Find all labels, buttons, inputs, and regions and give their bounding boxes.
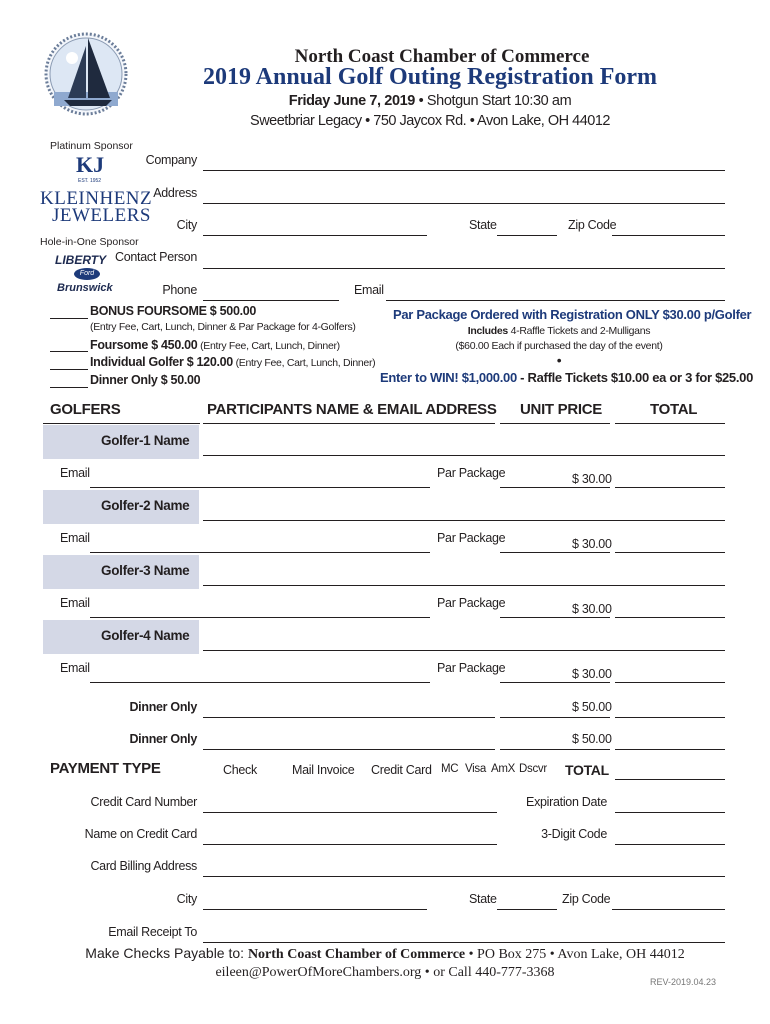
bonus-foursome-label: BONUS FOURSOME $ 500.00 bbox=[90, 304, 257, 318]
ford-oval-icon bbox=[74, 268, 100, 280]
billing-address-field[interactable] bbox=[203, 876, 725, 877]
payment-mc[interactable]: MC bbox=[441, 763, 459, 775]
dinner-only-2-label: Dinner Only bbox=[129, 732, 197, 746]
dinner-only-2-price-rule bbox=[500, 749, 610, 750]
col-golfers: GOLFERS bbox=[50, 401, 121, 418]
zip-field[interactable] bbox=[612, 235, 725, 236]
golfer-2-total-field[interactable] bbox=[615, 552, 725, 553]
name-on-card-label: Name on Credit Card bbox=[84, 827, 197, 841]
brunswick-logo: Brunswick bbox=[57, 282, 113, 294]
billing-address-label: Card Billing Address bbox=[90, 859, 197, 873]
golfer-2-price: $ 30.00 bbox=[572, 537, 612, 551]
billing-state-label: State bbox=[469, 892, 497, 906]
individual-note: (Entry Fee, Cart, Lunch, Dinner) bbox=[232, 357, 376, 369]
payment-visa[interactable]: Visa bbox=[465, 763, 486, 775]
city-label: City bbox=[176, 218, 197, 232]
golfer-1-email-label: Email bbox=[60, 466, 90, 480]
expiration-label: Expiration Date bbox=[526, 795, 607, 809]
golfer-4-price: $ 30.00 bbox=[572, 667, 612, 681]
individual-row bbox=[90, 355, 375, 369]
revision-code: REV-2019.04.23 bbox=[650, 977, 717, 987]
win-text: Enter to WIN! $1,000.00 bbox=[380, 370, 517, 385]
golfer-2-email-field[interactable] bbox=[90, 552, 430, 553]
golfer-3-name-label: Golfer-3 Name bbox=[101, 563, 190, 578]
golfer-2-par-label: Par Package bbox=[437, 531, 506, 545]
kj-est: EST. 1952 bbox=[78, 178, 102, 184]
raffle-line bbox=[380, 370, 754, 385]
dinner-only-1-price: $ 50.00 bbox=[572, 700, 612, 714]
payment-check[interactable]: Check bbox=[223, 763, 257, 777]
col-total: TOTAL bbox=[650, 401, 698, 418]
golfer-3-name-field[interactable] bbox=[203, 585, 725, 586]
dinner-only-1-total-field[interactable] bbox=[615, 717, 725, 718]
golfer-3-price: $ 30.00 bbox=[572, 602, 612, 616]
golfer-2-name-field[interactable] bbox=[203, 520, 725, 521]
includes-rest: 4-Raffle Tickets and 2-Mulligans bbox=[507, 325, 651, 337]
golfer-1-par-label: Par Package bbox=[437, 466, 506, 480]
chamber-logo bbox=[44, 12, 128, 138]
cc-number-field[interactable] bbox=[203, 812, 497, 813]
code-field[interactable] bbox=[615, 844, 725, 845]
bonus-foursome-note: (Entry Fee, Cart, Lunch, Dinner & Par Package for 4-Golfers) bbox=[90, 321, 356, 333]
code-label: 3-Digit Code bbox=[541, 827, 607, 841]
dinner-only-checkbox[interactable] bbox=[50, 387, 88, 388]
cc-number-label: Credit Card Number bbox=[90, 795, 197, 809]
kleinhenz-logo-line2: JEWELERS bbox=[52, 205, 151, 226]
expiration-field[interactable] bbox=[615, 812, 725, 813]
kleinhenz-logo-line1: KLEINHENZ bbox=[40, 188, 153, 209]
event-date bbox=[200, 93, 660, 109]
dinner-only-2-price: $ 50.00 bbox=[572, 732, 612, 746]
golfer-4-name-label: Golfer-4 Name bbox=[101, 628, 190, 643]
email-receipt-field[interactable] bbox=[203, 942, 725, 943]
state-field[interactable] bbox=[497, 235, 557, 236]
city-field[interactable] bbox=[203, 235, 427, 236]
ford-logo-text: Ford bbox=[79, 270, 95, 277]
golfer-4-par-label: Par Package bbox=[437, 661, 506, 675]
par-package-includes bbox=[393, 325, 725, 337]
bullet-icon: • bbox=[556, 352, 562, 368]
golfer-3-email-field[interactable] bbox=[90, 617, 430, 618]
dinner-only-1-label: Dinner Only bbox=[129, 700, 197, 714]
contact-person-label: Contact Person bbox=[115, 250, 197, 264]
golfer-1-email-field[interactable] bbox=[90, 487, 430, 488]
company-label: Company bbox=[145, 153, 197, 167]
col-total-rule bbox=[615, 423, 725, 424]
email-field[interactable] bbox=[386, 300, 725, 301]
dinner-only-2-field[interactable] bbox=[203, 749, 495, 750]
email-receipt-label: Email Receipt To bbox=[108, 925, 197, 939]
golfer-3-par-label: Par Package bbox=[437, 596, 506, 610]
billing-state-field[interactable] bbox=[497, 909, 557, 910]
company-field[interactable] bbox=[203, 170, 725, 171]
address-field[interactable] bbox=[203, 203, 725, 204]
par-package-note: ($60.00 Each if purchased the day of the event) bbox=[455, 340, 663, 352]
event-location: Sweetbriar Legacy • 750 Jaycox Rd. • Avon Lake, OH 44012 bbox=[250, 113, 610, 129]
golfer-2-email-label: Email bbox=[60, 531, 90, 545]
golfer-4-par-field[interactable] bbox=[500, 682, 610, 683]
address-label: Address bbox=[153, 186, 197, 200]
billing-city-field[interactable] bbox=[203, 909, 427, 910]
includes-bold: Includes bbox=[467, 325, 508, 337]
col-unit-rule bbox=[500, 423, 610, 424]
billing-city-label: City bbox=[176, 892, 197, 906]
payable-line bbox=[40, 945, 730, 963]
dinner-only-1-field[interactable] bbox=[203, 717, 495, 718]
golfer-3-par-field[interactable] bbox=[500, 617, 610, 618]
zip-label: Zip Code bbox=[568, 218, 617, 232]
col-golfers-rule bbox=[43, 423, 200, 424]
footer-contact: eileen@PowerOfMoreChambers.org • or Call 440-777-3368 bbox=[215, 965, 555, 980]
payable-org: North Coast Chamber of Commerce bbox=[247, 947, 466, 962]
par-package-title: Par Package Ordered with Registration ONLY $30.00 p/Golfer bbox=[393, 307, 752, 322]
org-name: North Coast Chamber of Commerce bbox=[294, 46, 590, 67]
golfer-4-email-label: Email bbox=[60, 661, 90, 675]
dinner-only-label: Dinner Only $ 50.00 bbox=[90, 373, 201, 387]
golfer-3-email-label: Email bbox=[60, 596, 90, 610]
hole-in-one-sponsor-label: Hole-in-One Sponsor bbox=[40, 236, 139, 248]
dinner-only-2-total-field[interactable] bbox=[615, 749, 725, 750]
foursome-label: Foursome $ 450.00 bbox=[90, 338, 198, 352]
phone-label: Phone bbox=[162, 283, 197, 297]
golfer-4-total-field[interactable] bbox=[615, 682, 725, 683]
form-title: 2019 Annual Golf Outing Registration Form bbox=[202, 64, 658, 90]
golfer-1-par-field[interactable] bbox=[500, 487, 610, 488]
golfer-1-total-field[interactable] bbox=[615, 487, 725, 488]
golfer-2-name-label: Golfer-2 Name bbox=[101, 498, 190, 513]
foursome-note: (Entry Fee, Cart, Lunch, Dinner) bbox=[197, 340, 340, 352]
payable-prefix: Make Checks Payable to: bbox=[85, 945, 248, 961]
event-date-bold: Friday June 7, 2019 bbox=[288, 93, 415, 109]
payment-credit-card[interactable]: Credit Card bbox=[371, 763, 432, 777]
golfer-3-total-field[interactable] bbox=[615, 617, 725, 618]
payment-mail-invoice[interactable]: Mail Invoice bbox=[292, 763, 355, 777]
phone-field[interactable] bbox=[203, 300, 339, 301]
contact-person-field[interactable] bbox=[203, 268, 725, 269]
col-unit-price: UNIT PRICE bbox=[520, 401, 603, 418]
raffle-text: - Raffle Tickets $10.00 ea or 3 for $25.00 bbox=[516, 370, 754, 385]
golfer-4-name-field[interactable] bbox=[203, 650, 725, 651]
golfer-1-price: $ 30.00 bbox=[572, 472, 612, 486]
platinum-sponsor-label: Platinum Sponsor bbox=[50, 140, 133, 152]
payment-amx[interactable]: AmX bbox=[491, 763, 516, 775]
golfer-4-email-field[interactable] bbox=[90, 682, 430, 683]
golfer-1-name-label: Golfer-1 Name bbox=[101, 433, 190, 448]
sailboat-seal-icon bbox=[44, 12, 128, 138]
foursome-row bbox=[90, 338, 340, 352]
individual-checkbox[interactable] bbox=[50, 369, 88, 370]
billing-zip-label: Zip Code bbox=[562, 892, 611, 906]
email-label: Email bbox=[354, 283, 384, 297]
name-on-card-field[interactable] bbox=[203, 844, 497, 845]
grand-total-label: TOTAL bbox=[565, 762, 609, 778]
kj-monogram: KJ bbox=[76, 152, 105, 177]
golfer-2-par-field[interactable] bbox=[500, 552, 610, 553]
payment-dscvr[interactable]: Dscvr bbox=[519, 763, 547, 775]
payable-address: • PO Box 275 • Avon Lake, OH 44012 bbox=[465, 947, 685, 962]
state-label: State bbox=[469, 218, 497, 232]
golfer-1-name-field[interactable] bbox=[203, 455, 725, 456]
col-participants-rule bbox=[203, 423, 495, 424]
col-participants: PARTICIPANTS NAME & EMAIL ADDRESS bbox=[207, 401, 497, 418]
grand-total-field[interactable] bbox=[615, 779, 725, 780]
dinner-only-1-price-rule bbox=[500, 717, 610, 718]
foursome-checkbox[interactable] bbox=[50, 351, 88, 352]
event-date-rest: • Shotgun Start 10:30 am bbox=[414, 93, 572, 109]
billing-zip-field[interactable] bbox=[612, 909, 725, 910]
liberty-logo: LIBERTY bbox=[55, 253, 107, 267]
payment-type-title: PAYMENT TYPE bbox=[50, 760, 161, 777]
individual-label: Individual Golfer $ 120.00 bbox=[90, 355, 233, 369]
bonus-foursome-checkbox[interactable] bbox=[50, 318, 88, 319]
